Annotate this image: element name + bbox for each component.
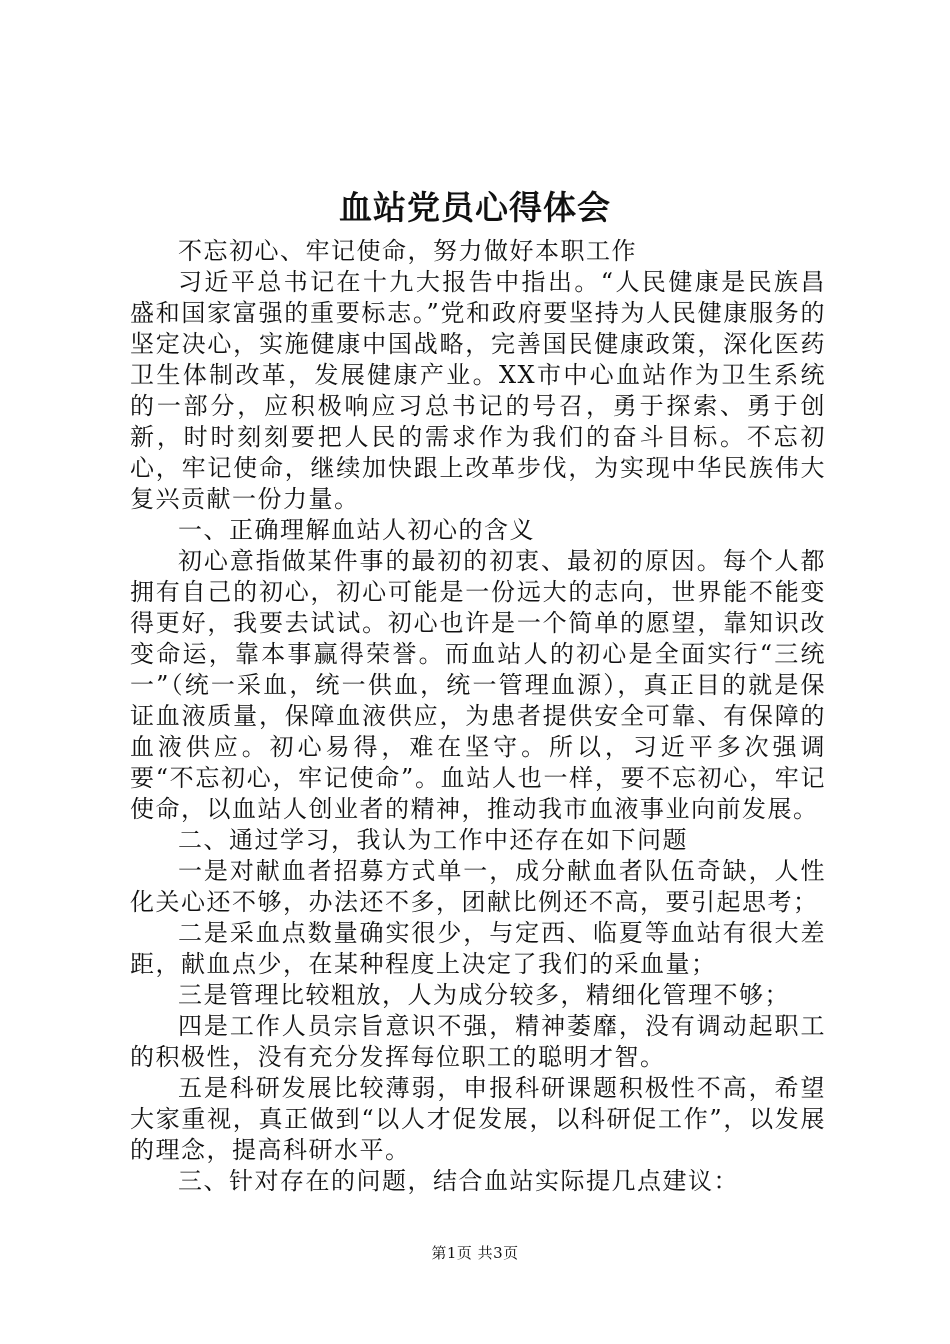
section-heading-1: 一、正确理解血站人初心的含义 [178,516,535,544]
document-body [130,236,826,1197]
page-footer: 第1页 共3页 [431,1244,519,1262]
paragraph-intro: 习近平总书记在十九大报告中指出。“人民健康是民族昌盛和国家富强的重要标志。”党和政府要坚持为人民健康服务的坚定决心，实施健康中国战略，完善国民健康政策，深化医药卫生体制改革，发展健康产业。XX市中心血站作为卫生系统的一部分，应积极响应习总书记的号召，勇于探索、勇于创新，时时刻刻要把人民的需求作为我们的奋斗目标。不忘初心，牢记使命，继续加快跟上改革步伐，为实现中华民族伟大复兴贡献一份力量。 [130,268,826,513]
paragraph-issue-1: 一是对献血者招募方式单一，成分献血者队伍奇缺，人性化关心还不够，办法还不多，团献比例还不高，要引起思考； [130,857,826,916]
paragraph-issue-2: 二是采血点数量确实很少，与定西、临夏等血站有很大差距，献血点少，在某种程度上决定了我们的采血量； [130,919,826,978]
paragraph-issue-3: 三是管理比较粗放，人为成分较多，精细化管理不够； [178,981,790,1009]
section-heading-3: 三、针对存在的问题，结合血站实际提几点建议： [178,1167,739,1195]
paragraph-subtitle: 不忘初心、牢记使命，努力做好本职工作 [178,237,637,265]
paragraph-section-1: 初心意指做某件事的最初的初衷、最初的原因。每个人都拥有自己的初心，初心可能是一份远大的志向，世界能不能变得更好，我要去试试。初心也许是一个简单的愿望，靠知识改变命运，靠本事赢得荣誉。而血站人的初心是全面实行“三统一”（统一采血，统一供血，统一管理血源），真正目的就是保证血液质量，保障血液供应，为患者提供安全可靠、有保障的血液供应。初心易得，难在坚守。所以，习近平多次强调要“不忘初心，牢记使命”。血站人也一样，要不忘初心，牢记使命，以血站人创业者的精神，推动我市血液事业向前发展。 [130,547,826,823]
document-title: 血站党员心得体会 [339,188,611,227]
paragraph-issue-4: 四是工作人员宗旨意识不强，精神萎靡，没有调动起职工的积极性，没有充分发挥每位职工的聪明才智。 [130,1012,826,1071]
section-heading-2: 二、通过学习，我认为工作中还存在如下问题 [178,826,688,854]
paragraph-issue-5: 五是科研发展比较薄弱，申报科研课题积极性不高，希望大家重视，真正做到“以人才促发展，以科研促工作”，以发展的理念，提高科研水平。 [130,1074,826,1164]
